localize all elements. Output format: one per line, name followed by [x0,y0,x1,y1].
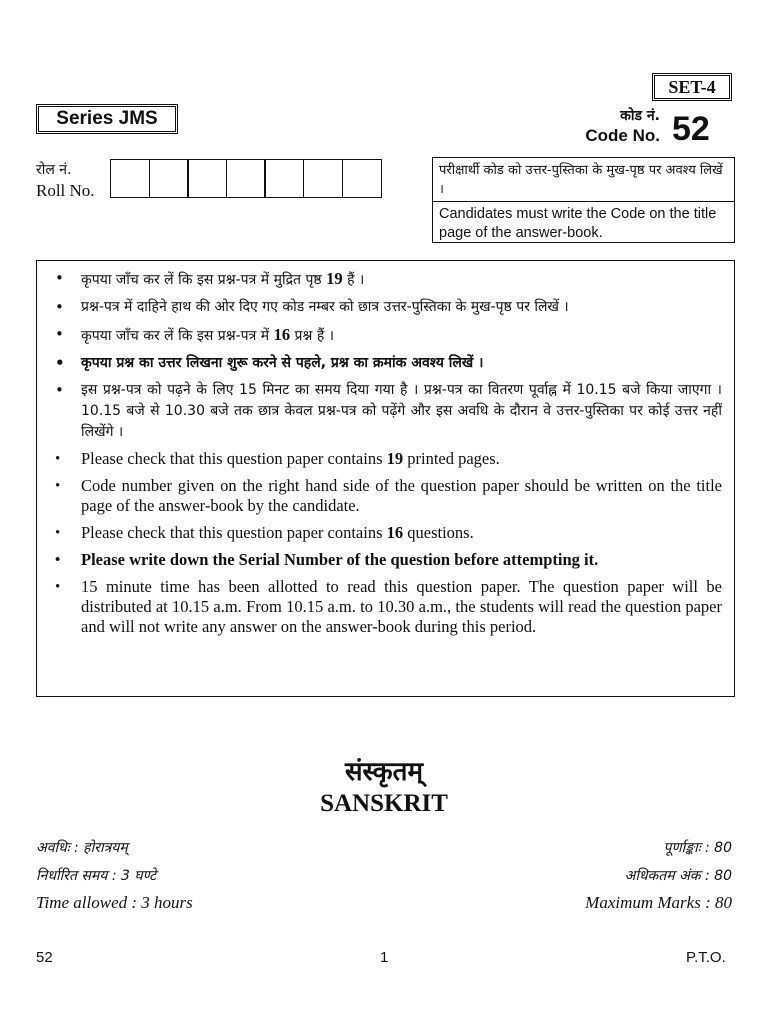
subject-title-hindi: संस्कृतम् [344,757,424,787]
candidate-note-english: Candidates must write the Code on the title page of the answer-book. [439,206,717,242]
marks-english: Maximum Marks : 80 [585,893,732,912]
instruction-text: इस प्रश्न-पत्र को पढ़ने के लिए 15 मिनट का समय दिया गया है । प्रश्न-पत्र का वितरण पूर्वाह्न में 10.15 बजे किया जाएगा । 10.15 बजे से 10.30 बजे तक छात्र केवल प्रश्न-पत्र को पढ़ेंगे और इस अवधि के दौरान वे उत्तर-पुस्तिका पर कोई उत्तर नहीं लिखेंगे । [81,382,722,440]
footer-code: 52 [36,949,53,966]
instruction-item [51,268,722,291]
note-divider [433,201,734,202]
roll-label-english: Roll No. [36,181,95,200]
page-count: 19 [386,449,404,468]
instruction-text: 15 minute time has been allotted to read this question paper. The question paper will be distributed at 10.15 a.m. From 10.15 a.m. to 10.30 a.m., the students will read the question paper and will not write any answer on the answer-book during this period. [81,577,722,636]
code-number: 52 [672,110,710,148]
instructions-box [36,260,735,697]
bullet-icon: • [55,478,61,494]
instruction-text: प्रश्न-पत्र में दाहिने हाथ की ओर दिए गए कोड नम्बर को छात्र उत्तर-पुस्तिका के मुख-पृष्ठ पर लिखें । [81,299,569,315]
bullet-icon: • [55,381,64,399]
bullet-icon: • [55,325,64,343]
page-number: 1 [380,949,389,966]
code-label-hindi: कोड नं. [620,108,660,124]
code-label-english: Code No. [585,126,660,145]
roll-number-cell [342,159,382,198]
instruction-item [51,577,722,637]
duration-hindi: निर्धारित समय : 3 घण्टे [36,868,157,884]
roll-number-cell [264,159,304,198]
duration-sanskrit: अवधिः : होरात्रयम् [36,840,128,856]
instruction-text: Please write down the Serial Number of the question before attempting it. [81,550,599,569]
roll-number-cell [187,159,227,198]
bullet-icon: • [55,298,64,316]
marks-hindi: अधिकतम अंक : 80 [624,868,732,884]
page-count: 19 [326,269,343,288]
instruction-text: हैं । [342,272,365,288]
instruction-text: कृपया जाँच कर लें कि इस प्रश्न-पत्र में [81,328,274,344]
bullet-icon: • [55,552,61,568]
bullet-icon: • [55,354,65,372]
roll-number-cell [303,159,343,198]
bullet-icon: • [55,579,61,595]
instruction-text: कृपया प्रश्न का उत्तर लिखना शुरू करने से पहले, प्रश्न का क्रमांक अवश्य लिखें । [81,355,484,371]
instruction-item [51,297,722,318]
instruction-text: Please check that this question paper contains [81,449,387,468]
instruction-item [51,449,722,469]
bullet-icon: • [55,451,61,467]
instruction-text: Please check that this question paper contains [81,523,387,542]
candidate-note-hindi: परीक्षार्थी कोड को उत्तर-पुस्तिका के मुख-पृष्ठ पर अवश्य लिखें । [439,163,723,197]
bullet-icon: • [55,269,64,287]
roll-label-hindi: रोल नं. [36,162,72,178]
instruction-item [51,324,722,347]
subject-title-english: SANSKRIT [320,790,448,817]
pto-label: P.T.O. [686,949,726,966]
instruction-item [51,550,722,570]
marks-sanskrit: पूर्णाङ्काः : 80 [663,840,732,856]
instruction-text: प्रश्न हैं । [290,328,335,344]
instruction-item [51,353,722,374]
series-label: Series JMS [36,104,178,134]
question-count: 16 [386,523,404,542]
roll-number-cell [226,159,266,198]
instruction-text: Code number given on the right hand side of the question paper should be written on the title page of the answer-book by the candidate. [81,476,722,515]
instruction-text: questions. [403,523,474,542]
roll-number-boxes [110,159,382,198]
instruction-item [51,380,722,443]
instruction-text: printed pages. [403,449,500,468]
question-count: 16 [273,325,291,344]
instruction-item [51,476,722,516]
candidate-code-note [432,157,735,243]
roll-number-cell [149,159,189,198]
set-label: SET-4 [652,73,732,101]
instruction-item [51,523,722,543]
roll-number-cell [110,159,150,198]
bullet-icon: • [55,525,61,541]
instruction-text: कृपया जाँच कर लें कि इस प्रश्न-पत्र में मुद्रित पृष्ठ [81,272,327,288]
duration-english: Time allowed : 3 hours [36,893,193,912]
